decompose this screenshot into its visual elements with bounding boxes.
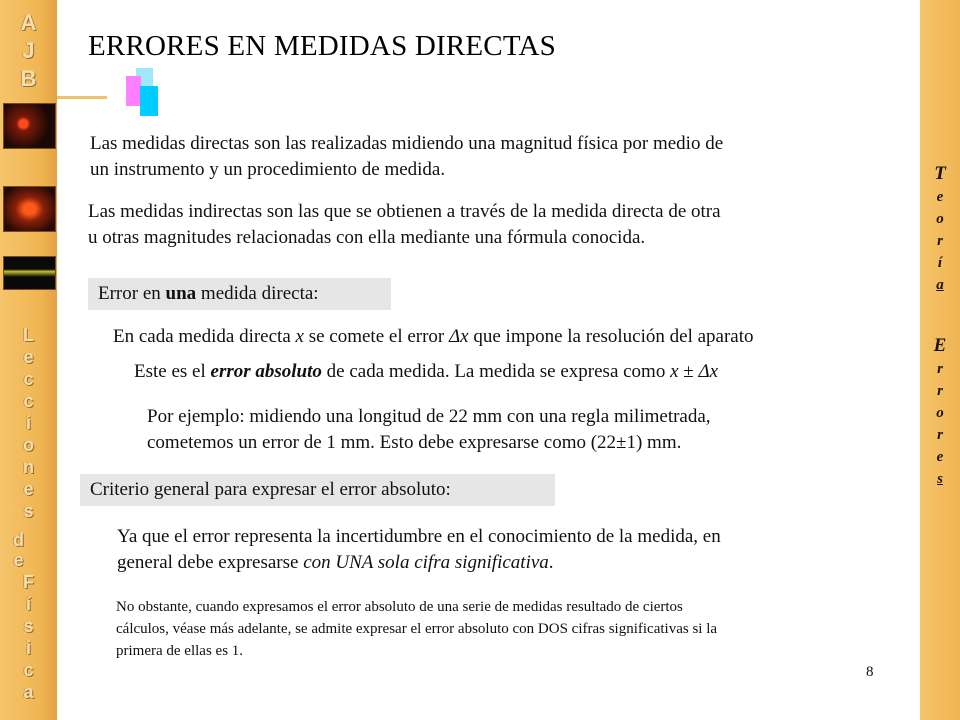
sidebar-letter: d [13,530,24,550]
page-number: 8 [866,664,874,680]
text-segment: general debe expresarse [117,552,304,573]
text-line: Las medidas indirectas son las que se obtienen a través de la medida directa de otra [88,201,721,222]
vertical-letter: a [936,277,944,293]
text-line: un instrumento y un procedimiento de medida. [90,159,446,180]
sidebar-letter: s [23,501,34,521]
heading-text-bold: una [165,283,197,304]
text-segment: Este es el [134,361,211,382]
right-sidebar [920,0,960,720]
sidebar-letter: i [25,638,31,658]
criterion-paragraph [117,524,721,576]
page-title: ERRORES EN MEDIDAS DIRECTAS [88,30,556,62]
brand-letter-j: J [22,38,35,63]
delta-x: Δx [449,326,469,347]
text-segment: que impone la resolución del aparato [468,326,754,347]
text-segment: de cada medida. La medida se expresa como [321,361,671,382]
vertical-letter: r [937,383,943,399]
thumbnail-image-2[interactable] [3,186,56,232]
paragraph-indirect-measures [88,199,721,251]
vertical-letter: o [936,405,944,421]
vertical-letter: í [937,255,943,271]
section-heading-error-una-medida [88,278,391,310]
vertical-letter: e [936,449,944,465]
sidebar-letter: c [23,369,34,389]
sidebar-letter: c [23,391,34,411]
heading-text-post: medida directa: [196,283,319,304]
sidebar-letter: a [23,682,34,702]
thumbnail-image-3[interactable] [3,256,56,290]
absolute-error-line [134,359,718,385]
vertical-letter: E [933,335,947,356]
text-line: u otras magnitudes relacionadas con ella mediante una fórmula conocida. [88,227,646,248]
expression-delta-x: Δx [698,361,719,382]
example-paragraph [147,404,711,456]
heading-text-pre: Error en [98,283,166,304]
text-segment: se comete el error [303,326,450,347]
vertical-letter: r [937,427,943,443]
deco-square-blue [140,86,158,116]
sidebar-letter: i [25,413,31,433]
vertical-letter: o [936,211,944,227]
sidebar-letter: e [23,479,34,499]
deco-square-pink [126,76,141,106]
text-line: Por ejemplo: midiendo una longitud de 22 mm con una regla milimetrada, [147,406,711,427]
paragraph-direct-measures [90,131,723,183]
vertical-letter: r [937,233,943,249]
sidebar-letter: í [25,594,31,614]
vertical-letter: e [936,189,944,205]
sidebar-letter: c [23,660,34,680]
text-segment: En cada medida directa [113,326,296,347]
text-line: Ya que el error representa la incertidumbre en el conocimiento de la medida, en [117,526,721,547]
text-line: Las medidas directas son las realizadas midiendo una magnitud física por medio de [90,133,724,154]
sidebar-letter: s [23,616,34,636]
absolute-error-term: error absoluto [210,361,322,382]
sidebar-letter: e [13,550,24,570]
sidebar-letter: e [23,347,34,367]
text-line: primera de ellas es 1. [116,643,244,659]
note-paragraph [116,596,717,662]
text-line [117,550,721,576]
sidebar-letter: L [23,325,34,345]
brand-letter-b: B [20,66,37,91]
sidebar-letter: F [23,572,34,592]
vertical-letter: s [937,471,943,487]
thumbnail-image-1[interactable] [3,103,56,149]
expression-x: x [670,361,679,382]
brand-letter-a: A [20,10,37,35]
sidebar-letter: n [23,457,34,477]
sidebar-letter: o [23,435,34,455]
text-line: cálculos, véase más adelante, se admite expresar el error absoluto con DOS cifras significativas si la [116,621,718,637]
title-rule [57,96,107,99]
text-line: No obstante, cuando expresamos el error absoluto de una serie de medidas resultado de ciertos [116,599,683,615]
section-heading-criterio: Criterio general para expresar el error absoluto: [80,474,555,506]
vertical-letter: r [937,361,943,377]
emphasis-text: con UNA sola cifra significativa [303,552,549,573]
error-definition-line [113,324,754,350]
variable-x: x [295,326,304,347]
expression-pm: ± [678,361,699,382]
text-line: cometemos un error de 1 mm. Esto debe expresarse como (22±1) mm. [147,432,682,453]
text-segment: . [548,552,554,573]
vertical-letter: T [934,163,946,184]
